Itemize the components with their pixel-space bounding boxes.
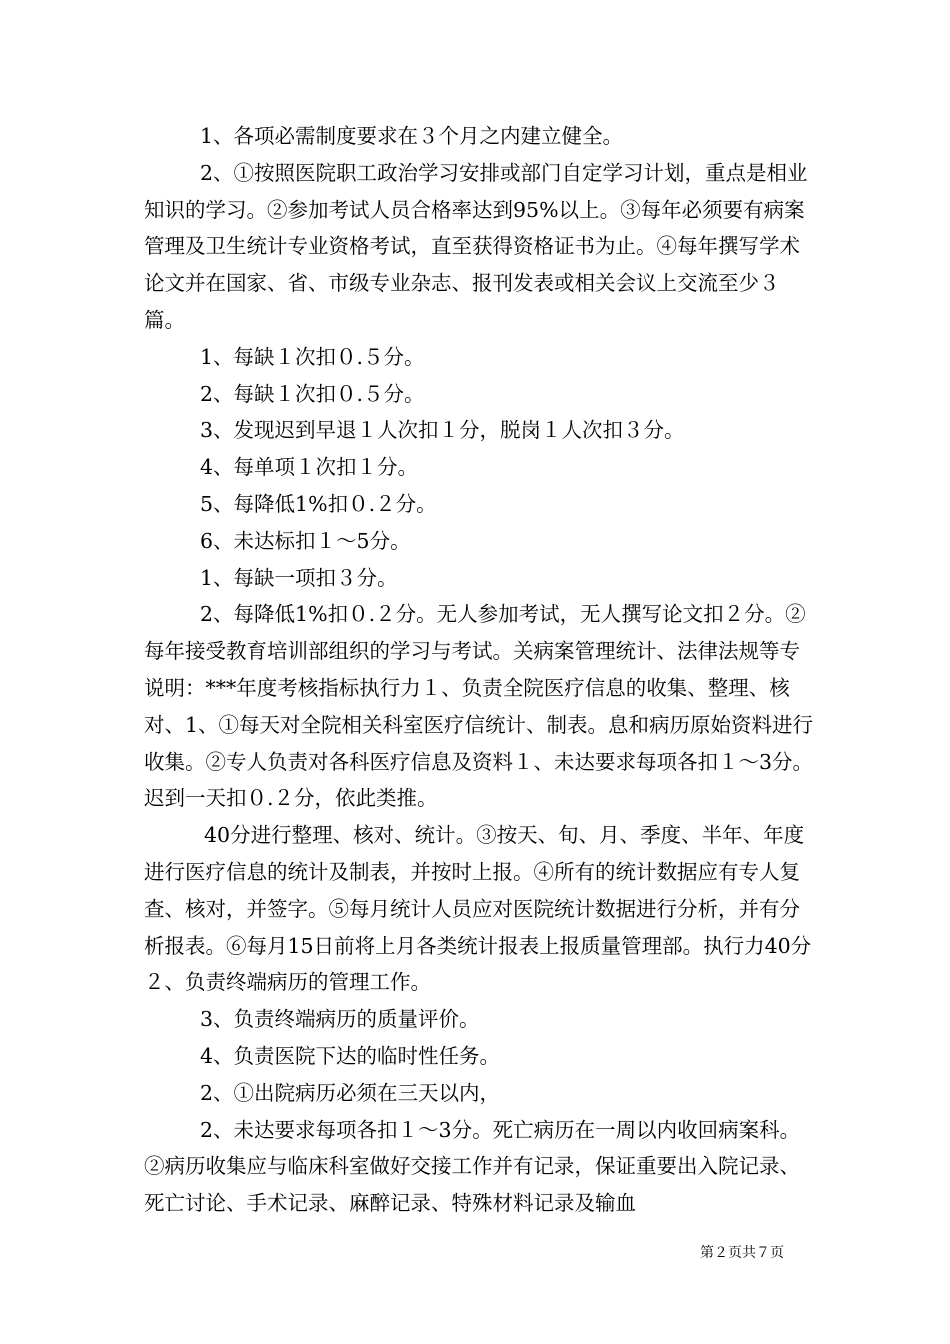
page-number: 第２页共７页	[700, 1245, 784, 1261]
paragraph: 2、每降低1%扣０.２分。无人参加考试，无人撰写论文扣２分。②每年接受教育培训部组织的学习与考试。关病案管理统计、法律法规等专说明：***年度考核指标执行力１、负责全院医疗信息的收集、整理、核对、1、①每天对全院相关科室医疗信统计、制表。息和病历原始资料进行收集。②专人负责对各科医疗信息及资料１、未达要求每项各扣１～3分。迟到一天扣０.２分，依此类推。	[144, 602, 814, 811]
paragraph: 3、发现迟到早退１人次扣１分，脱岗１人次扣３分。	[200, 418, 685, 443]
paragraph: 6、未达标扣１～5分。	[200, 528, 411, 553]
paragraph: 1、每缺一项扣３分。	[200, 565, 398, 590]
paragraph: 2、每缺１次扣０.５分。	[200, 381, 425, 406]
paragraph: 2、①出院病历必须在三天以内，	[200, 1080, 501, 1105]
paragraph: 2、未达要求每项各扣１～3分。死亡病历在一周以内收回病案科。②病历收集应与临床科室做好交接工作并有记录，保证重要出入院记录、死亡讨论、手术记录、麻醉记录、特殊材料记录及输血	[144, 1117, 801, 1216]
document-body	[144, 118, 814, 1222]
paragraph: 5、每降低1%扣０.２分。	[200, 491, 437, 516]
paragraph: 1、每缺１次扣０.５分。	[200, 344, 425, 369]
paragraph: 3、负责终端病历的质量评价。	[200, 1007, 480, 1032]
paragraph: 4、负责医院下达的临时性任务。	[200, 1043, 501, 1068]
paragraph: 40分进行整理、核对、统计。③按天、旬、月、季度、半年、年度进行医疗信息的统计及制表，并按时上报。④所有的统计数据应有专人复查、核对，并签字。⑤每月统计人员应对医院统计数据进行分析，并有分析报表。⑥每月15日前将上月各类统计报表上报质量管理部。执行力40分２、负责终端病历的管理工作。	[144, 823, 812, 995]
paragraph: 4、每单项１次扣１分。	[200, 455, 419, 480]
paragraph: 2、①按照医院职工政治学习安排或部门自定学习计划，重点是相业知识的学习。②参加考试人员合格率达到95%以上。③每年必须要有病案管理及卫生统计专业资格考试，直至获得资格证书为止。④每年撰写学术论文并在国家、省、市级专业杂志、报刊发表或相关会议上交流至少３篇。	[144, 160, 808, 332]
paragraph: 1、各项必需制度要求在３个月之内建立健全。	[200, 124, 624, 148]
